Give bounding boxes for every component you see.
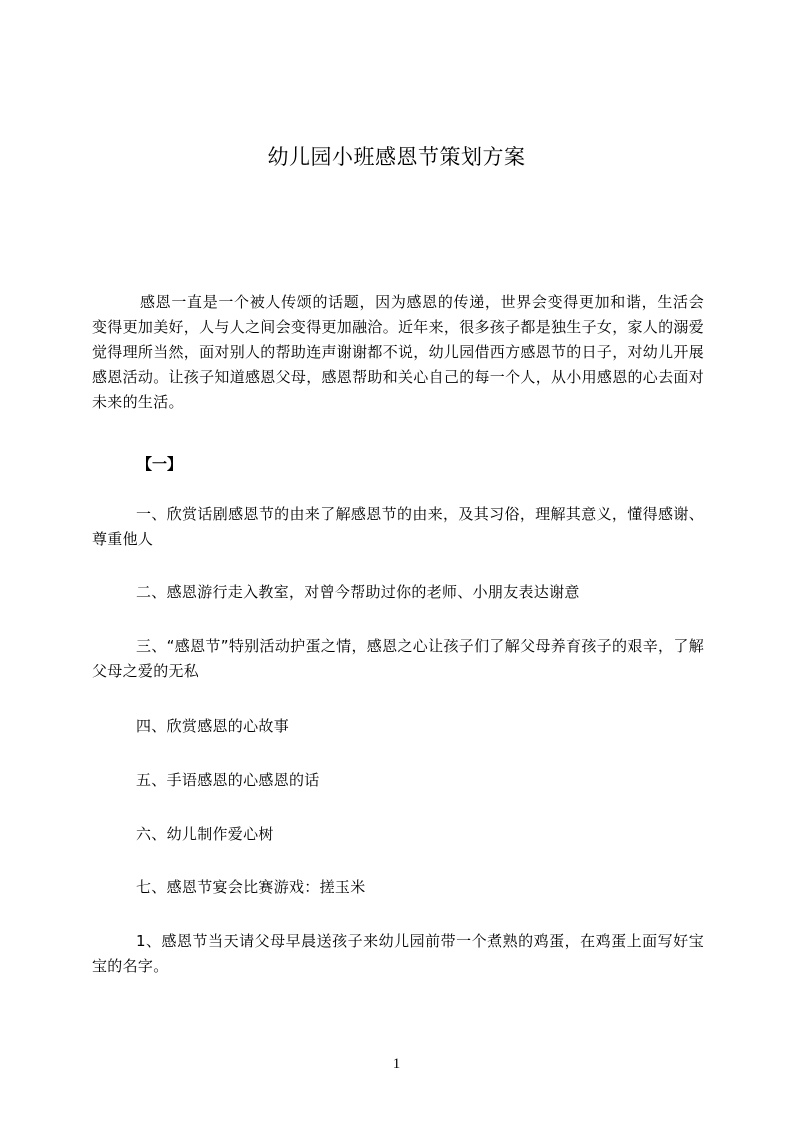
list-item: 五、手语感恩的心感恩的话 [136, 771, 320, 789]
page-number: 1 [392, 1056, 401, 1072]
list-item: 四、欣赏感恩的心故事 [136, 717, 290, 735]
list-item: 一、欣赏话剧感恩节的由来了解感恩节的由来，及其习俗，理解其意义，懂得感谢、尊重他人 [92, 505, 704, 548]
list-item: 1、感恩节当天请父母早晨送孩子来幼儿园前带一个煮熟的鸡蛋，在鸡蛋上面写好宝宝的名字。 [92, 932, 704, 975]
section-heading: 【一】 [137, 455, 183, 473]
list-item: 三、“感恩节”特别活动护蛋之情，感恩之心让孩子们了解父母养育孩子的艰辛，了解父母之爱的无私 [92, 637, 704, 680]
list-item: 七、感恩节宴会比赛游戏：搓玉米 [136, 878, 366, 896]
list-item: 二、感恩游行走入教室，对曾今帮助过你的老师、小朋友表达谢意 [136, 583, 580, 601]
document-title: 幼儿园小班感恩节策划方案 [267, 145, 526, 169]
intro-paragraph: 感恩一直是一个被人传颂的话题，因为感恩的传递，世界会变得更加和谐，生活会变得更加美好，人与人之间会变得更加融洽。近年来，很多孩子都是独生子女，家人的溺爱觉得理所当然，面对别人的帮助连声谢谢都不说，幼儿园借西方感恩节的日子，对幼儿开展感恩活动。让孩子知道感恩父母，感恩帮助和关心自己的每一个人，从小用感恩的心去面对未来的生活。 [92, 293, 705, 411]
list-item: 六、幼儿制作爱心树 [136, 825, 274, 843]
